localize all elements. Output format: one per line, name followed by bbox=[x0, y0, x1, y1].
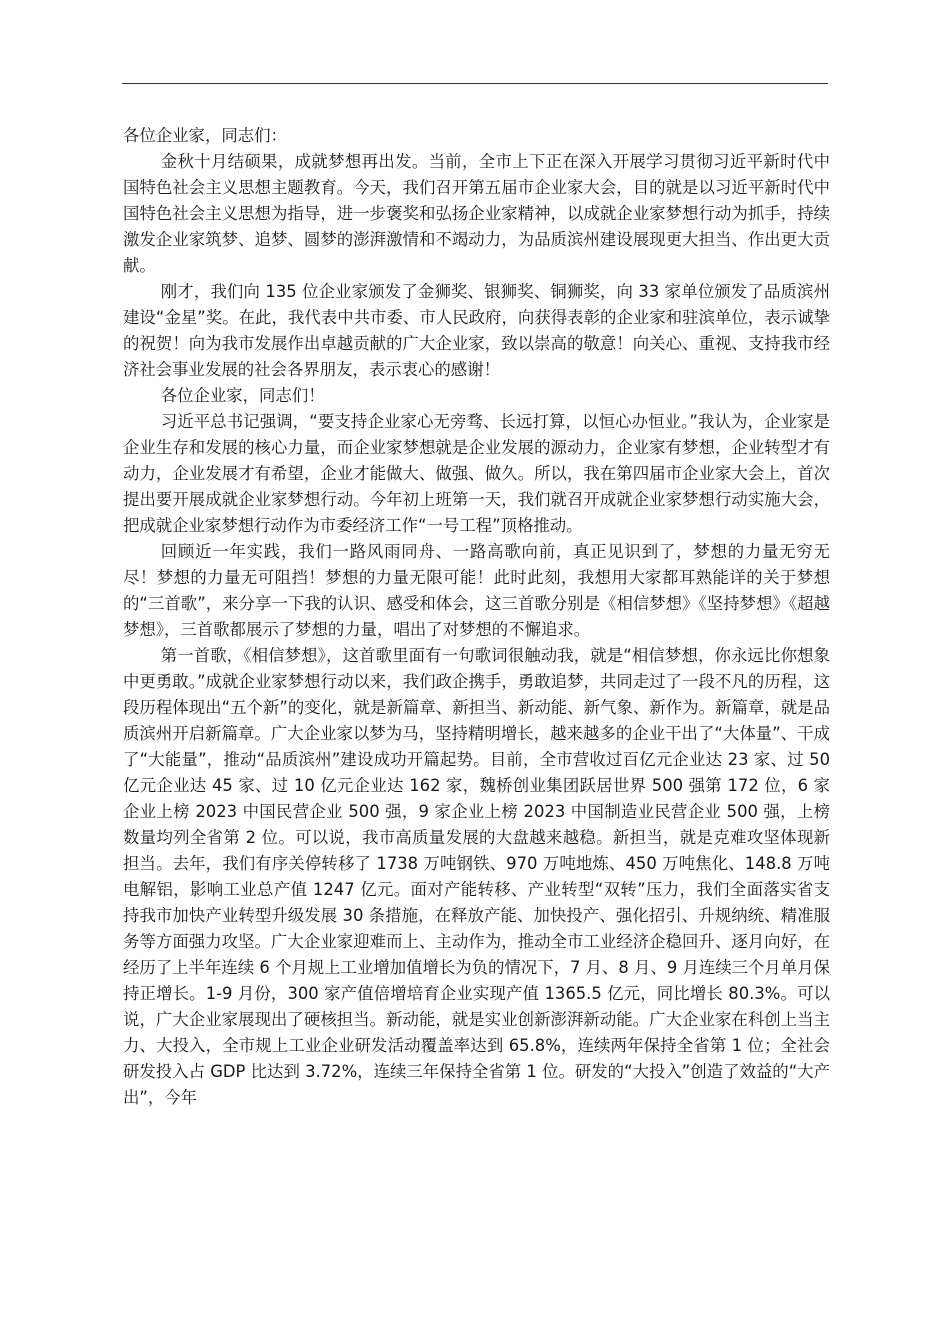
paragraph-awards: 刚才，我们向 135 位企业家颁发了金狮奖、银狮奖、铜狮奖，向 33 家单位颁发了品质滨州建设“金星”奖。在此，我代表中共市委、市人民政府，向获得表彰的企业家和驻滨单位，表示诚挚的祝贺！向为我市发展作出卓越贡献的广大企业家，致以崇高的敬意！向关心、重视、支持我市经济社会事业发展的社会各界朋友，表示衷心的感谢！ bbox=[123, 282, 830, 379]
paragraph-greeting: 各位企业家，同志们！ bbox=[160, 386, 325, 405]
salutation: 各位企业家，同志们： bbox=[123, 126, 287, 145]
header-rule bbox=[122, 83, 828, 84]
paragraph-first-song: 第一首歌，《相信梦想》，这首歌里面有一句歌词很触动我，就是“相信梦想，你永远比你想象中更勇敢。”成就企业家梦想行动以来，我们政企携手，勇敢追梦，共同走过了一段不凡的历程，这段历程体现出“五个新”的变化，就是新篇章、新担当、新动能、新气象、新作为。新篇章，就是品质滨州开启新篇章。广大企业家以梦为马，坚持精明增长，越来越多的企业干出了“大体量”、干成了“大能量”，推动“品质滨州”建设成功开篇起势。目前，全市营收过百亿元企业达 23 家、过 50 亿元企业达 45 家、过 10 亿元企业达 162 家，魏桥创业集团跃居世界 500 强第 172 位，6 家企业上榜 2023 中国民营企业 500 强，9 家企业上榜 2023 中国制造业民营企业 500 强，上榜数量均列全省第 2 位。可以说，我市高质量发展的大盘越来越稳。新担当，就是克难攻坚体现新担当。去年，我们有序关停转移了 1738 万吨钢铁、970 万吨地炼、450 万吨焦化、148.8 万吨电解铝，影响工业总产值 1247 亿元。面对产能转移、产业转型“双转”压力，我们全面落实省支持我市加快产业转型升级发展 30 条措施，在释放产能、加快投产、强化招引、升规纳统、精准服务等方面强力攻坚。广大企业家迎难而上、主动作为，推动全市工业经济企稳回升、逐月向好，在经历了上半年连续 6 个月规上工业增加值增长为负的情况下，7 月、8 月、9 月连续三个月单月保持正增长。1-9 月份，300 家产值倍增培育企业实现产值 1365.5 亿元，同比增长 80.3%。可以说，广大企业家展现出了硬核担当。新动能，就是实业创新澎湃新动能。广大企业家在科创上当主力、大投入，全市规上工业企业研发活动覆盖率达到 65.8%，连续两年保持全省第 1 位；全社会研发投入占 GDP 比达到 3.72%，连续三年保持全省第 1 位。研发的“大投入”创造了效益的“大产出”，今年 bbox=[123, 646, 830, 1107]
paragraph-opening: 金秋十月结硕果，成就梦想再出发。当前，全市上下正在深入开展学习贯彻习近平新时代中国特色社会主义思想主题教育。今天，我们召开第五届市企业家大会，目的就是以习近平新时代中国特色社会主义思想为指导，进一步褒奖和弘扬企业家精神，以成就企业家梦想行动为抓手，持续激发企业家筑梦、追梦、圆梦的澎湃激情和不竭动力，为品质滨州建设展现更大担当、作出更大贡献。 bbox=[123, 152, 830, 275]
paragraph-review: 回顾近一年实践，我们一路风雨同舟、一路高歌向前，真正见识到了，梦想的力量无穷无尽！梦想的力量无可阻挡！梦想的力量无限可能！此时此刻，我想用大家都耳熟能详的关于梦想的“三首歌”，来分享一下我的认识、感受和体会，这三首歌分别是《相信梦想》《坚持梦想》《超越梦想》，三首歌都展示了梦想的力量，唱出了对梦想的不懈追求。 bbox=[123, 542, 830, 639]
document-body bbox=[123, 123, 830, 1111]
paragraph-quote: 习近平总书记强调，“要支持企业家心无旁骛、长远打算，以恒心办恒业。”我认为，企业家是企业生存和发展的核心力量，而企业家梦想就是企业发展的源动力，企业家有梦想，企业转型才有动力，企业发展才有希望，企业才能做大、做强、做久。所以，我在第四届市企业家大会上，首次提出要开展成就企业家梦想行动。今年初上班第一天，我们就召开成就企业家梦想行动实施大会，把成就企业家梦想行动作为市委经济工作“一号工程”顶格推动。 bbox=[123, 412, 830, 535]
